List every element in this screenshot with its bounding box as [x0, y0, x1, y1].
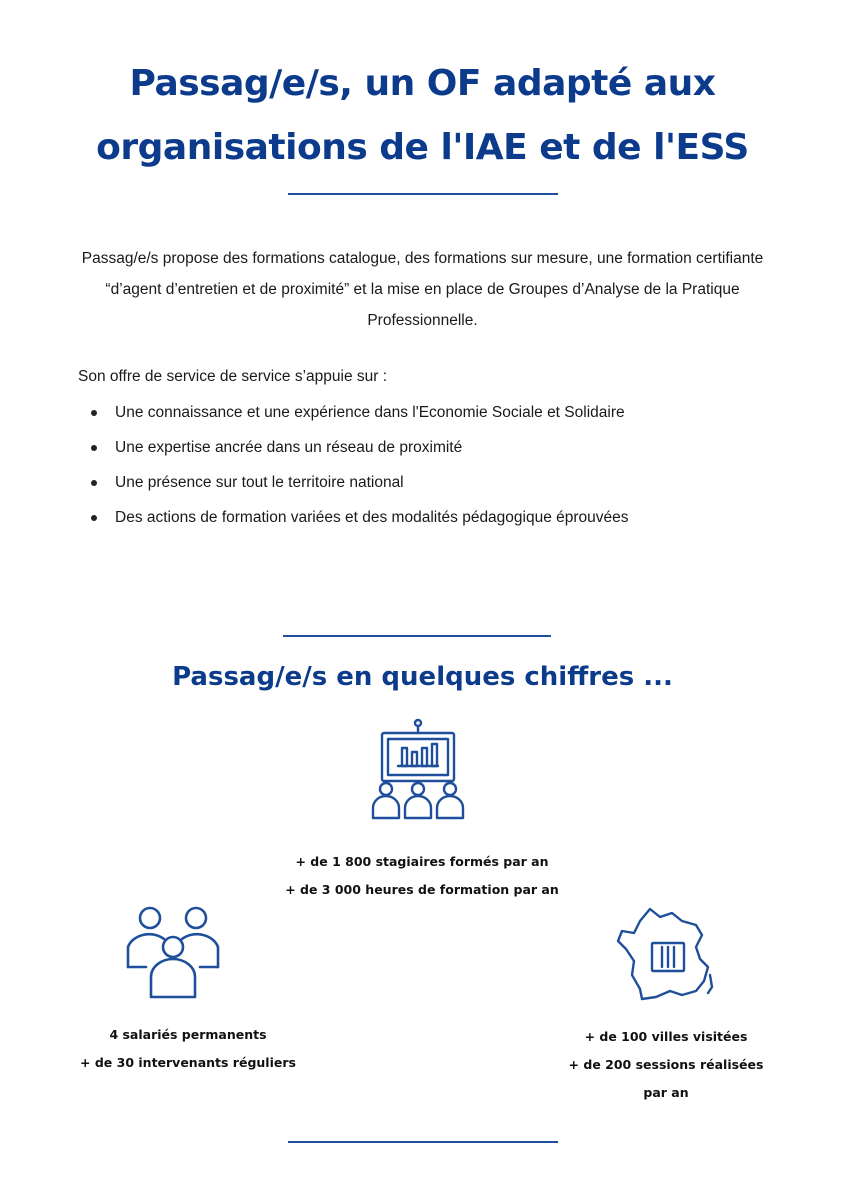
france-map-icon [612, 903, 718, 1007]
bullet-icon [91, 515, 97, 521]
training-figure-trainees: + de 1 800 stagiaires formés par an [295, 854, 549, 869]
page-title-line-1: Passag/e/s, un OF adapté aux [129, 63, 716, 104]
team-figures [38, 1021, 338, 1077]
offer-list [78, 398, 629, 538]
offer-item-text: Une expertise ancrée dans un réseau de proximité [115, 439, 463, 456]
coverage-figure-period: par an [643, 1085, 689, 1100]
intro-paragraph: Passag/e/s propose des formations catalogue, des formations sur mesure, une formation certifiante “d’agent d’entretien et de proximité” et la mise en place de Groupes d’Analyse de la Pratique Professionnelle. [81, 250, 764, 329]
figures-title: Passag/e/s en quelques chiffres ... [172, 662, 673, 692]
bullet-icon [91, 445, 97, 451]
offer-lead: Son offre de service de service s’appuie sur : [78, 368, 388, 385]
team-figure-staff: 4 salariés permanents [109, 1027, 267, 1042]
people-group-icon [124, 905, 222, 1001]
page-title-line-2: organisations de l'IAE et de l'ESS [96, 127, 749, 168]
divider-top [288, 193, 558, 195]
divider-middle [283, 635, 551, 637]
coverage-figure-sessions: + de 200 sessions réalisées [568, 1057, 764, 1072]
offer-list-item [78, 433, 629, 468]
bullet-icon [91, 480, 97, 486]
coverage-figures [516, 1023, 816, 1107]
training-figures [222, 848, 622, 904]
page-title [0, 52, 845, 180]
bullet-icon [91, 410, 97, 416]
coverage-figure-cities: + de 100 villes visitées [584, 1029, 748, 1044]
offer-list-item [78, 468, 629, 503]
training-figure-hours: + de 3 000 heures de formation par an [285, 882, 559, 897]
offer-list-item [78, 503, 629, 538]
offer-item-text: Une connaissance et une expérience dans l'Economie Sociale et Solidaire [115, 404, 625, 421]
presentation-audience-icon [368, 718, 468, 822]
offer-item-text: Une présence sur tout le territoire national [115, 474, 404, 491]
offer-item-text: Des actions de formation variées et des modalités pédagogique éprouvées [115, 509, 629, 526]
offer-list-item [78, 398, 629, 433]
team-figure-trainers: + de 30 intervenants réguliers [80, 1055, 296, 1070]
divider-bottom [288, 1141, 558, 1143]
